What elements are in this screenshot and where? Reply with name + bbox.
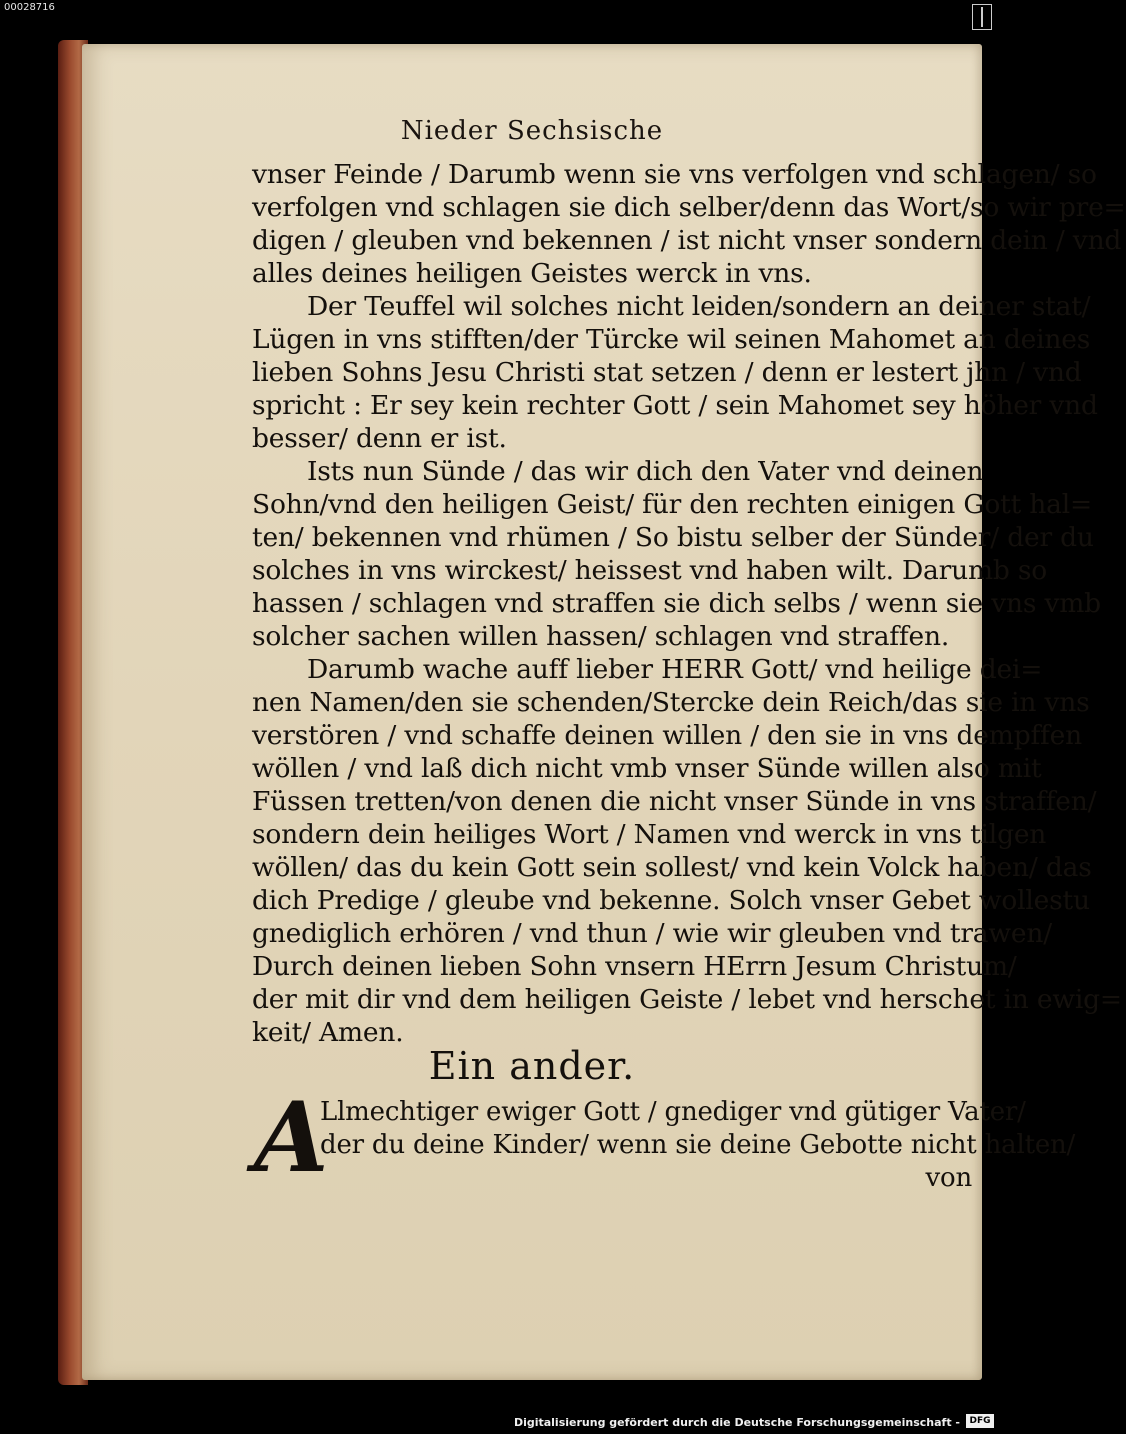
text-line: verfolgen vnd schlagen sie dich selber/denn das Wort/so wir pre= (252, 192, 1126, 223)
text-line: nen Namen/den sie schenden/Stercke dein Reich/das sie in vns (252, 687, 1090, 718)
text-line: sondern dein heiliges Wort / Namen vnd werck in vns tilgen (252, 819, 1047, 850)
text-line: digen / gleuben vnd bekennen / ist nicht vnser sondern dein / vnd (252, 225, 1122, 256)
text-line: solches in vns wirckest/ heissest vnd haben wilt. Darumb so (252, 555, 1048, 586)
text-line: Darumb wache auff lieber HERR Gott/ vnd heilige dei= (307, 654, 1043, 685)
paragraph-5 (320, 1096, 1076, 1195)
text-line: lieben Sohns Jesu Christi stat setzen / denn er lestert jhn / vnd (252, 357, 1082, 388)
text-line: dich Predige / gleube vnd bekenne. Solch vnser Gebet wollestu (252, 885, 1090, 916)
paragraph-3 (252, 455, 1101, 653)
scale-bar (972, 4, 992, 30)
text-line: gnediglich erhören / vnd thun / wie wir gleuben vnd trawen/ (252, 918, 1052, 949)
text-line: Llmechtiger ewiger Gott / gnediger vnd gütiger Vater/ (320, 1097, 1026, 1127)
paragraph-1 (252, 158, 1126, 290)
catchword: von (925, 1163, 972, 1193)
text-line: spricht : Er sey kein rechter Gott / sein Mahomet sey höher vnd (252, 390, 1098, 421)
text-line: der mit dir vnd dem heiligen Geiste / lebet vnd herschet in ewig= (252, 984, 1122, 1015)
section-title: Ein ander. (428, 1044, 636, 1088)
text-line: besser/ denn er ist. (252, 423, 507, 454)
footer-credit: Digitalisierung gefördert durch die Deutsche Forschungsgemeinschaft - (513, 1416, 960, 1429)
text-line: Der Teuffel wil solches nicht leiden/sondern an deiner stat/ (307, 291, 1091, 322)
scan-id: 00028716 (4, 2, 55, 13)
text-line: Füssen tretten/von denen die nicht vnser Sünde in vns straffen/ (252, 786, 1097, 817)
text-line: wöllen/ das du kein Gott sein sollest/ vnd kein Volck haben/ das (252, 852, 1092, 883)
paragraph-2 (252, 290, 1098, 455)
text-line: Lügen in vns stifften/der Türcke wil seinen Mahomet an deines (252, 324, 1091, 355)
text-line: alles deines heiligen Geistes werck in vns. (252, 258, 812, 289)
paragraph-4 (252, 653, 1122, 1049)
text-line: solcher sachen willen hassen/ schlagen vnd straffen. (252, 621, 950, 652)
running-head: Nieder Sechsische (400, 116, 664, 146)
decorated-initial: A (254, 1081, 329, 1194)
main-text-block (252, 158, 1126, 1049)
text-line: verstören / vnd schaffe deinen willen / den sie in vns dempffen (252, 720, 1083, 751)
text-line: Durch deinen lieben Sohn vnsern HErrn Jesum Christum/ (252, 951, 1017, 982)
text-line: Sohn/vnd den heiligen Geist/ für den rechten einigen Gott hal= (252, 489, 1092, 520)
text-line: Ists nun Sünde / das wir dich den Vater vnd deinen (307, 456, 984, 487)
text-line: der du deine Kinder/ wenn sie deine Gebotte nicht halten/ (320, 1130, 1076, 1160)
text-line: keit/ Amen. (252, 1017, 404, 1048)
dfg-logo: DFG (966, 1414, 994, 1428)
text-line: ten/ bekennen vnd rhümen / So bistu selber der Sünder/ der du (252, 522, 1094, 553)
book-page (82, 44, 1126, 1380)
text-line: vnser Feinde / Darumb wenn sie vns verfolgen vnd schlagen/ so (252, 159, 1097, 190)
text-line: wöllen / vnd laß dich nicht vmb vnser Sünde willen also mit (252, 753, 1042, 784)
text-line: hassen / schlagen vnd straffen sie dich selbs / wenn sie vns vmb (252, 588, 1101, 619)
